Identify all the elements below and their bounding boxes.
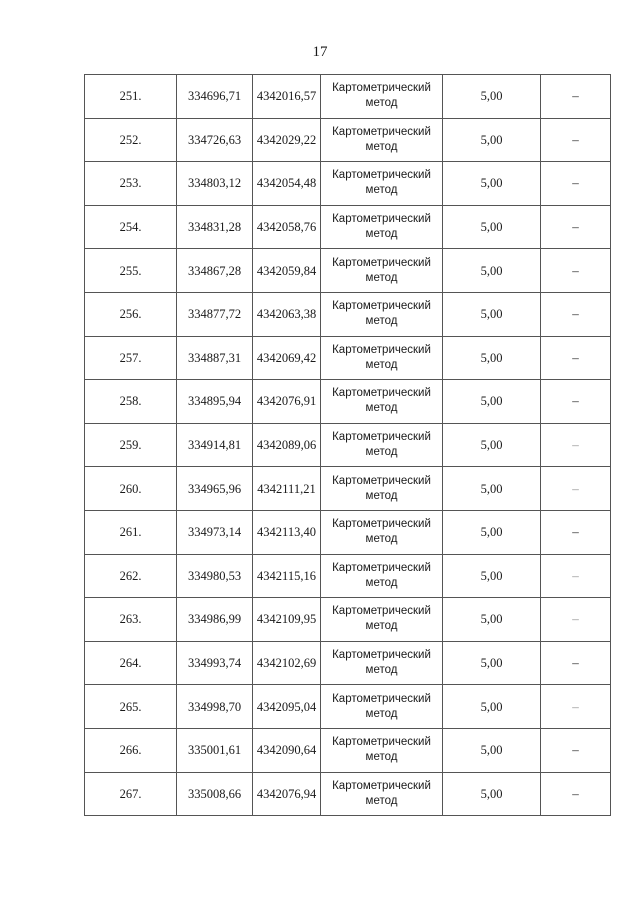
point-number-cell: 257. [85, 336, 177, 380]
coordinate-x-cell: 334973,14 [177, 510, 253, 554]
table-row [85, 641, 611, 685]
coordinate-y-cell: 4342029,22 [253, 118, 321, 162]
point-number-cell: 258. [85, 380, 177, 424]
coordinate-x-cell: 334986,99 [177, 598, 253, 642]
coordinate-y-cell: 4342063,38 [253, 292, 321, 336]
point-number-cell: 253. [85, 162, 177, 206]
method-cell: Картометрический метод [321, 685, 443, 729]
method-cell: Картометрический метод [321, 249, 443, 293]
precision-cell: 5,00 [443, 554, 541, 598]
method-cell: Картометрический метод [321, 510, 443, 554]
coordinate-x-cell: 334887,31 [177, 336, 253, 380]
coordinate-x-cell: 334867,28 [177, 249, 253, 293]
precision-cell: 5,00 [443, 728, 541, 772]
point-number-cell: 252. [85, 118, 177, 162]
point-number-cell: 259. [85, 423, 177, 467]
table-row [85, 336, 611, 380]
method-cell: Картометрический метод [321, 205, 443, 249]
note-cell: – [541, 554, 611, 598]
precision-cell: 5,00 [443, 598, 541, 642]
point-number-cell: 256. [85, 292, 177, 336]
precision-cell: 5,00 [443, 249, 541, 293]
coordinate-x-cell: 334914,81 [177, 423, 253, 467]
note-cell: – [541, 772, 611, 816]
note-cell: – [541, 728, 611, 772]
coordinate-y-cell: 4342102,69 [253, 641, 321, 685]
coordinate-x-cell: 334831,28 [177, 205, 253, 249]
method-cell: Картометрический метод [321, 292, 443, 336]
note-cell: – [541, 75, 611, 119]
table-row [85, 728, 611, 772]
note-cell: – [541, 336, 611, 380]
table-row [85, 685, 611, 729]
table-row [85, 249, 611, 293]
coordinate-x-cell: 334803,12 [177, 162, 253, 206]
point-number-cell: 267. [85, 772, 177, 816]
table-row [85, 292, 611, 336]
precision-cell: 5,00 [443, 205, 541, 249]
point-number-cell: 255. [85, 249, 177, 293]
coordinate-y-cell: 4342054,48 [253, 162, 321, 206]
method-cell: Картометрический метод [321, 162, 443, 206]
precision-cell: 5,00 [443, 75, 541, 119]
note-cell: – [541, 380, 611, 424]
coordinate-x-cell: 335008,66 [177, 772, 253, 816]
method-cell: Картометрический метод [321, 336, 443, 380]
coordinate-x-cell: 334696,71 [177, 75, 253, 119]
coordinates-table [84, 74, 611, 816]
note-cell: – [541, 467, 611, 511]
coordinate-y-cell: 4342076,91 [253, 380, 321, 424]
method-cell: Картометрический метод [321, 728, 443, 772]
coordinate-y-cell: 4342069,42 [253, 336, 321, 380]
point-number-cell: 266. [85, 728, 177, 772]
coordinate-y-cell: 4342059,84 [253, 249, 321, 293]
note-cell: – [541, 685, 611, 729]
table-row [85, 162, 611, 206]
precision-cell: 5,00 [443, 467, 541, 511]
precision-cell: 5,00 [443, 772, 541, 816]
precision-cell: 5,00 [443, 641, 541, 685]
coordinate-x-cell: 334993,74 [177, 641, 253, 685]
method-cell: Картометрический метод [321, 467, 443, 511]
note-cell: – [541, 510, 611, 554]
precision-cell: 5,00 [443, 423, 541, 467]
note-cell: – [541, 423, 611, 467]
coordinate-x-cell: 334998,70 [177, 685, 253, 729]
page-number: 17 [312, 44, 328, 60]
table-row [85, 423, 611, 467]
precision-cell: 5,00 [443, 336, 541, 380]
precision-cell: 5,00 [443, 162, 541, 206]
coordinate-x-cell: 334965,96 [177, 467, 253, 511]
coordinate-x-cell: 334877,72 [177, 292, 253, 336]
method-cell: Картометрический метод [321, 380, 443, 424]
precision-cell: 5,00 [443, 380, 541, 424]
table-row [85, 772, 611, 816]
point-number-cell: 262. [85, 554, 177, 598]
table-row [85, 118, 611, 162]
table-row [85, 510, 611, 554]
coordinate-x-cell: 334895,94 [177, 380, 253, 424]
coordinate-y-cell: 4342109,95 [253, 598, 321, 642]
coordinate-y-cell: 4342111,21 [253, 467, 321, 511]
method-cell: Картометрический метод [321, 554, 443, 598]
table-row [85, 554, 611, 598]
table-row [85, 380, 611, 424]
method-cell: Картометрический метод [321, 641, 443, 685]
method-cell: Картометрический метод [321, 75, 443, 119]
coordinate-y-cell: 4342115,16 [253, 554, 321, 598]
precision-cell: 5,00 [443, 118, 541, 162]
note-cell: – [541, 162, 611, 206]
method-cell: Картометрический метод [321, 118, 443, 162]
note-cell: – [541, 598, 611, 642]
precision-cell: 5,00 [443, 510, 541, 554]
method-cell: Картометрический метод [321, 772, 443, 816]
precision-cell: 5,00 [443, 685, 541, 729]
table-body [85, 75, 611, 816]
point-number-cell: 251. [85, 75, 177, 119]
coordinate-x-cell: 334726,63 [177, 118, 253, 162]
coordinate-y-cell: 4342058,76 [253, 205, 321, 249]
coordinate-y-cell: 4342113,40 [253, 510, 321, 554]
note-cell: – [541, 205, 611, 249]
table-row [85, 75, 611, 119]
table-row [85, 205, 611, 249]
coordinate-y-cell: 4342076,94 [253, 772, 321, 816]
point-number-cell: 261. [85, 510, 177, 554]
point-number-cell: 264. [85, 641, 177, 685]
method-cell: Картометрический метод [321, 598, 443, 642]
point-number-cell: 260. [85, 467, 177, 511]
coordinate-y-cell: 4342089,06 [253, 423, 321, 467]
coordinate-y-cell: 4342090,64 [253, 728, 321, 772]
coordinate-x-cell: 335001,61 [177, 728, 253, 772]
note-cell: – [541, 641, 611, 685]
table-row [85, 467, 611, 511]
table-row [85, 598, 611, 642]
precision-cell: 5,00 [443, 292, 541, 336]
coordinate-y-cell: 4342095,04 [253, 685, 321, 729]
coordinate-x-cell: 334980,53 [177, 554, 253, 598]
note-cell: – [541, 292, 611, 336]
method-cell: Картометрический метод [321, 423, 443, 467]
coordinate-y-cell: 4342016,57 [253, 75, 321, 119]
note-cell: – [541, 249, 611, 293]
note-cell: – [541, 118, 611, 162]
point-number-cell: 265. [85, 685, 177, 729]
point-number-cell: 254. [85, 205, 177, 249]
point-number-cell: 263. [85, 598, 177, 642]
